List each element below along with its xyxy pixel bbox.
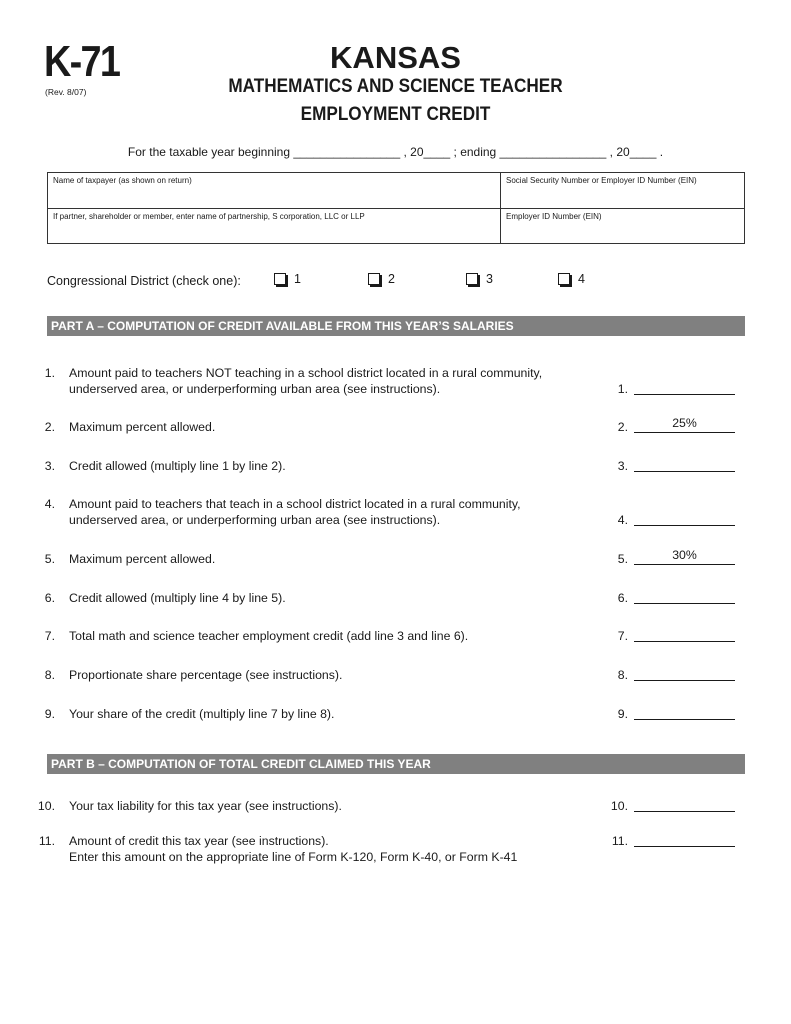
line-text: Maximum percent allowed. <box>69 552 216 566</box>
line-4-amount-field[interactable] <box>634 512 735 526</box>
line-number: 5. <box>44 552 55 566</box>
max-percent-value: 25% <box>672 416 697 430</box>
taxpayer-name-label: Name of taxpayer (as shown on return) <box>53 176 192 185</box>
form-title-line1: MATHEMATICS AND SCIENCE TEACHER <box>228 75 563 97</box>
taxable-year-line[interactable]: For the taxable year beginning ________________ , 20____ ; ending ________________ , 20____ . <box>127 145 664 159</box>
part-a-line-8 <box>0 667 791 685</box>
line-10-amount-field[interactable] <box>634 798 735 812</box>
state-title: KANSAS <box>330 40 461 75</box>
line-1-amount-field[interactable] <box>634 381 735 395</box>
line-text: Total math and science teacher employment credit (add line 3 and line 6). <box>69 629 469 643</box>
line-6-amount-field[interactable] <box>634 590 735 604</box>
part-b-line-10 <box>0 798 791 816</box>
line-number: 10. <box>37 799 55 813</box>
part-a-header: PART A – COMPUTATION OF CREDIT AVAILABLE FROM THIS YEAR’S SALARIES <box>47 316 745 336</box>
line-ref-number: 9. <box>617 707 628 721</box>
part-a-line-1 <box>0 365 791 397</box>
line-number: 4. <box>44 497 55 511</box>
checkbox-icon[interactable] <box>466 273 478 285</box>
ssn-ein-field[interactable] <box>501 173 744 208</box>
partnership-name-field[interactable] <box>48 209 500 243</box>
part-b-header: PART B – COMPUTATION OF TOTAL CREDIT CLAIMED THIS YEAR <box>47 754 745 774</box>
line-text: Credit allowed (multiply line 1 by line 2). <box>69 459 286 473</box>
line-text: Amount paid to teachers that teach in a school district located in a rural community, <box>69 497 521 511</box>
line-text: Proportionate share percentage (see instructions). <box>69 668 343 682</box>
line-ref-number: 10. <box>610 799 628 813</box>
district-option-label: 3 <box>486 272 493 286</box>
district-option-2[interactable] <box>368 272 395 286</box>
line-ref-number: 5. <box>617 552 628 566</box>
line-ref-number: 4. <box>617 513 628 527</box>
line-ref-number: 7. <box>617 629 628 643</box>
line-ref-number: 11. <box>611 834 628 848</box>
line-text: Your tax liability for this tax year (see instructions). <box>69 799 342 813</box>
line-text: Amount paid to teachers NOT teaching in a school district located in a rural community, <box>69 366 543 380</box>
part-a-line-7 <box>0 628 791 646</box>
part-a-line-2 <box>0 416 791 437</box>
line-8-amount-field[interactable] <box>634 667 735 681</box>
line-text-continued: underserved area, or underperforming urban area (see instructions). <box>69 382 441 396</box>
district-option-label: 1 <box>294 272 301 286</box>
line-3-amount-field[interactable] <box>634 458 735 472</box>
part-a-line-9 <box>0 706 791 724</box>
part-a-line-4 <box>0 496 791 528</box>
ssn-ein-label: Social Security Number or Employer ID Number (EIN) <box>506 176 697 185</box>
congressional-district <box>47 272 747 292</box>
taxpayer-id-box <box>47 172 745 244</box>
line-text: Maximum percent allowed. <box>69 420 216 434</box>
employer-id-field[interactable] <box>501 209 744 243</box>
line-text: Your share of the credit (multiply line 7 by line 8). <box>69 707 335 721</box>
line-7-amount-field[interactable] <box>634 628 735 642</box>
line-9-amount-field[interactable] <box>634 706 735 720</box>
line-text: Amount of credit this tax year (see instructions). <box>69 834 329 848</box>
max-percent-value: 30% <box>672 548 697 562</box>
line-number: 1. <box>44 366 55 380</box>
form-number: K-71 <box>44 37 120 86</box>
employer-id-label: Employer ID Number (EIN) <box>506 212 602 221</box>
line-number: 6. <box>44 591 55 605</box>
district-label: Congressional District (check one): <box>47 274 241 288</box>
district-option-1[interactable] <box>274 272 301 286</box>
taxpayer-name-field[interactable] <box>48 173 500 208</box>
line-ref-number: 3. <box>617 459 628 473</box>
district-option-4[interactable] <box>558 272 585 286</box>
line-ref-number: 2. <box>617 420 628 434</box>
line-text-continued: Enter this amount on the appropriate line of Form K-120, Form K-40, or Form K-41 <box>69 850 518 864</box>
part-a-line-3 <box>0 458 791 476</box>
line-number: 3. <box>44 459 55 473</box>
line-ref-number: 6. <box>617 591 628 605</box>
part-a-line-6 <box>0 590 791 608</box>
district-option-3[interactable] <box>466 272 493 286</box>
line-ref-number: 1. <box>617 382 628 396</box>
revision-date: (Rev. 8/07) <box>45 87 87 97</box>
line-ref-number: 8. <box>617 668 628 682</box>
district-option-label: 2 <box>388 272 395 286</box>
form-title-line2: EMPLOYMENT CREDIT <box>300 103 491 125</box>
line-11-amount-field[interactable] <box>634 833 735 847</box>
line-number: 2. <box>44 420 55 434</box>
line-text: Credit allowed (multiply line 4 by line 5). <box>69 591 286 605</box>
line-number: 7. <box>44 629 55 643</box>
checkbox-icon[interactable] <box>558 273 570 285</box>
checkbox-icon[interactable] <box>368 273 380 285</box>
district-option-label: 4 <box>578 272 585 286</box>
line-number: 9. <box>44 707 55 721</box>
checkbox-icon[interactable] <box>274 273 286 285</box>
partnership-name-label: If partner, shareholder or member, enter name of partnership, S corporation, LLC or LLP <box>53 212 365 221</box>
part-b-line-11 <box>0 833 791 865</box>
line-text-continued: underserved area, or underperforming urban area (see instructions). <box>69 513 441 527</box>
part-a-line-5 <box>0 548 791 569</box>
line-number: 8. <box>44 668 55 682</box>
line-number: 11. <box>38 834 55 848</box>
